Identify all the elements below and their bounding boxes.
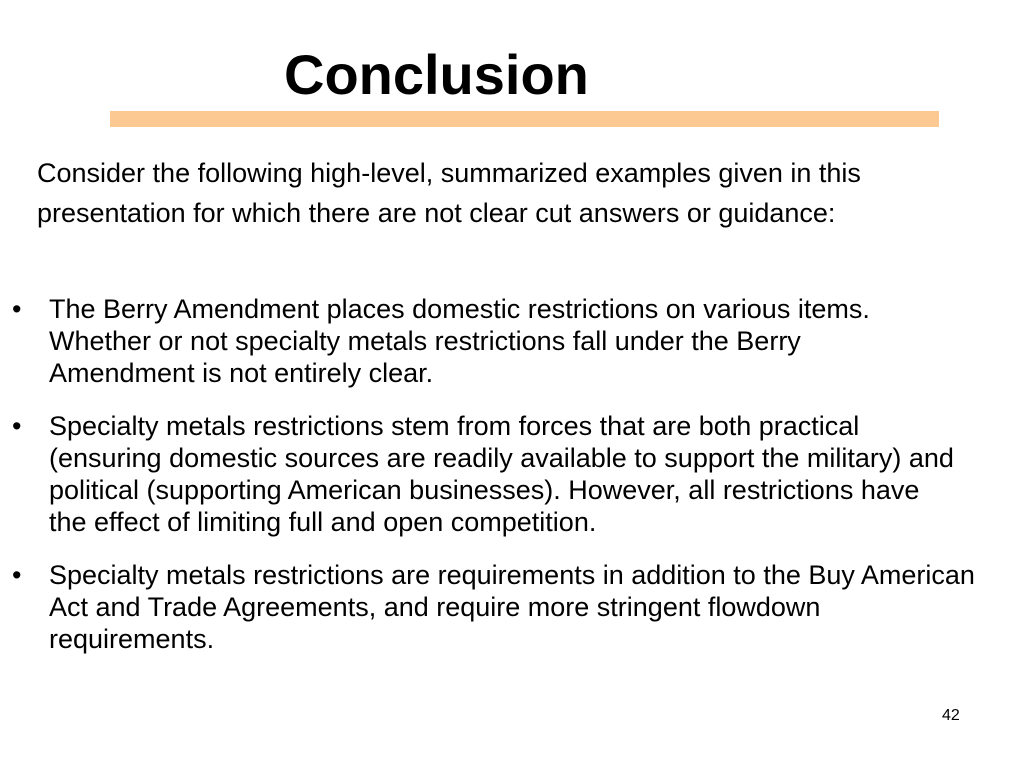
bullet-item-flowdown [0,559,979,655]
bullet-text: The Berry Amendment places domestic restrictions on various items. Whether or not specialty metals restrictions fall under the Berry Amendment is not entirely clear. [49,294,870,388]
bullet-text: Specialty metals restrictions are requirements in addition to the Buy American Act and Trade Agreements, and require more stringent flowdown requirements. [49,560,975,654]
slide-title: Conclusion [284,43,589,106]
bullet-marker: • [12,560,22,590]
bullet-item-berry-amendment [0,293,879,389]
title-underline-bar [110,111,939,127]
bullet-marker: • [12,411,22,441]
page-number: 42 [942,707,960,724]
bullet-list [0,293,1000,676]
intro-paragraph: Consider the following high-level, summarized examples given in this presentation for which there are not clear cut answers or guidance: [37,158,861,228]
bullet-marker: • [12,294,22,324]
bullet-item-restriction-forces [0,410,959,538]
bullet-text: Specialty metals restrictions stem from forces that are both practical (ensuring domestic sources are readily available to support the military) and political (supporting American businesses). However, all restrictions have the effect of limiting full and open competition. [49,411,954,537]
